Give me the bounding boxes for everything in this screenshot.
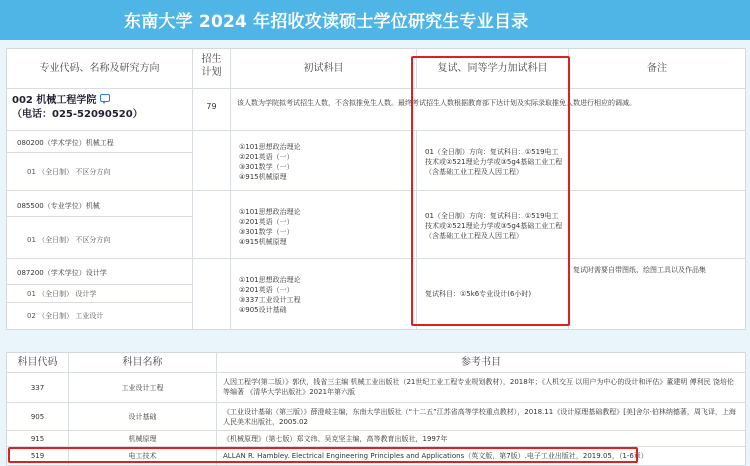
book-name: 电工技术 xyxy=(69,447,217,465)
note-cell xyxy=(569,131,745,191)
exam-subjects: ①101思想政治理论 ②201英语（一） ③337工业设计工程 ④905设计基础 xyxy=(231,259,417,329)
direction-row xyxy=(7,153,193,191)
book-code: 915 xyxy=(7,431,69,447)
note-cell xyxy=(569,191,745,259)
major-name-text: 080200（学术学位）机械工程 xyxy=(17,139,114,147)
book-name: 设计基础 xyxy=(69,403,217,431)
note-cell: 复试时需要自带图纸、绘图工具以及作品集 xyxy=(573,266,706,274)
book-ref: 《机械原理》（第七版）郑文纬、吴克坚主编，高等教育出版社，1997年 xyxy=(217,431,745,447)
header-retest: 复试、同等学力加试科目 xyxy=(417,49,569,89)
exam-subjects: ①101思想政治理论 ②201英语（一） ③301数学（一） ④915机械原理 xyxy=(231,131,417,191)
direction-row xyxy=(7,303,193,329)
direction-row xyxy=(7,285,193,303)
direction-text: 01 （全日制） 不区分方向 xyxy=(27,168,111,176)
book-code: 337 xyxy=(7,373,69,403)
school-name: 002 机械工程学院 xyxy=(12,95,97,106)
book-ref: 人因工程学(第二版）》郭伏，钱省三主编 机械工业出版社（21世纪工业工程专业规划教材），2018年；《人机交互 以用户为中心的设计和评估》董建明 傅利民 饶培伦 等编著 《清华大学出版社》2021年第六版 xyxy=(217,373,745,403)
school-phone: （电话：025-52090520） xyxy=(12,109,143,120)
header-name: 科目名称 xyxy=(69,353,217,373)
catalog-table xyxy=(6,48,746,330)
header-quota-label: 招生 计划 xyxy=(201,54,222,78)
message-icon[interactable] xyxy=(100,94,110,102)
exam-subjects: ①101思想政治理论 ②201英语（一） ③301数学（一） ④915机械原理 xyxy=(231,191,417,259)
header-note: 备注 xyxy=(569,49,745,89)
retest-subjects: 01（全日制）方向：复试科目：①519电工技术或②521理论力学或③5g4基础工业工程（含基础工业工程及人因工程） xyxy=(417,191,569,259)
header-ref: 参考书目 xyxy=(217,353,745,373)
school-cell xyxy=(7,89,193,131)
header-quota xyxy=(193,49,231,89)
book-code: 519 xyxy=(7,447,69,465)
major-name xyxy=(7,131,193,153)
page-title: 东南大学 2024 年招收攻读硕士学位研究生专业目录 xyxy=(124,12,529,32)
major-name-text: 087200（学术学位）设计学 xyxy=(17,269,107,277)
school-quota: 79 xyxy=(193,89,231,131)
reference-table xyxy=(6,352,746,466)
direction-row xyxy=(7,217,193,259)
direction-text: 02 （全日制） 工业设计 xyxy=(27,312,104,320)
major-name xyxy=(7,259,193,285)
retest-subjects: 复试科目：①5k6专业设计(6小时) xyxy=(417,259,569,329)
major-name-text: 085500（专业学位）机械 xyxy=(17,202,100,210)
header-major: 专业代码、名称及研究方向 xyxy=(7,49,193,89)
quota-cell xyxy=(193,131,231,191)
direction-text: 01 （全日制） 不区分方向 xyxy=(27,236,111,244)
book-name: 机械原理 xyxy=(69,431,217,447)
title-bar xyxy=(0,0,750,40)
school-note: 该人数为学院拟考试招生人数，不含拟推免生人数。最终考试招生人数根据教育部下达计划及实际录取推免人数进行相应的调减。 xyxy=(231,89,745,131)
direction-text: 01 （全日制） 设计学 xyxy=(27,290,97,298)
major-name xyxy=(7,191,193,217)
retest-subjects: 01（全日制）方向：复试科目：①519电工技术或②521理论力学或③5g4基础工业工程（含基础工业工程及人因工程） xyxy=(417,131,569,191)
book-code: 905 xyxy=(7,403,69,431)
quota-cell xyxy=(193,191,231,259)
book-name: 工业设计工程 xyxy=(69,373,217,403)
header-code: 科目代码 xyxy=(7,353,69,373)
header-exam: 初试科目 xyxy=(231,49,417,89)
book-ref: 《工业设计基础（第三版）》薛澄岐主编，东南大学出版社（“十二五”江苏省高等学校重点教材），2018.11《设计原理基础教程》[美]舍尔·伯林纳德著，周飞译，上海人民美术出版社，2005.02 xyxy=(217,403,745,431)
quota-cell xyxy=(193,259,231,329)
book-ref: ALLAN R. Hambley. Electrical Engineering Principles and Applications（英文版，第7版）.电子工业出版社，2019.05，（1-6章） xyxy=(223,452,648,460)
